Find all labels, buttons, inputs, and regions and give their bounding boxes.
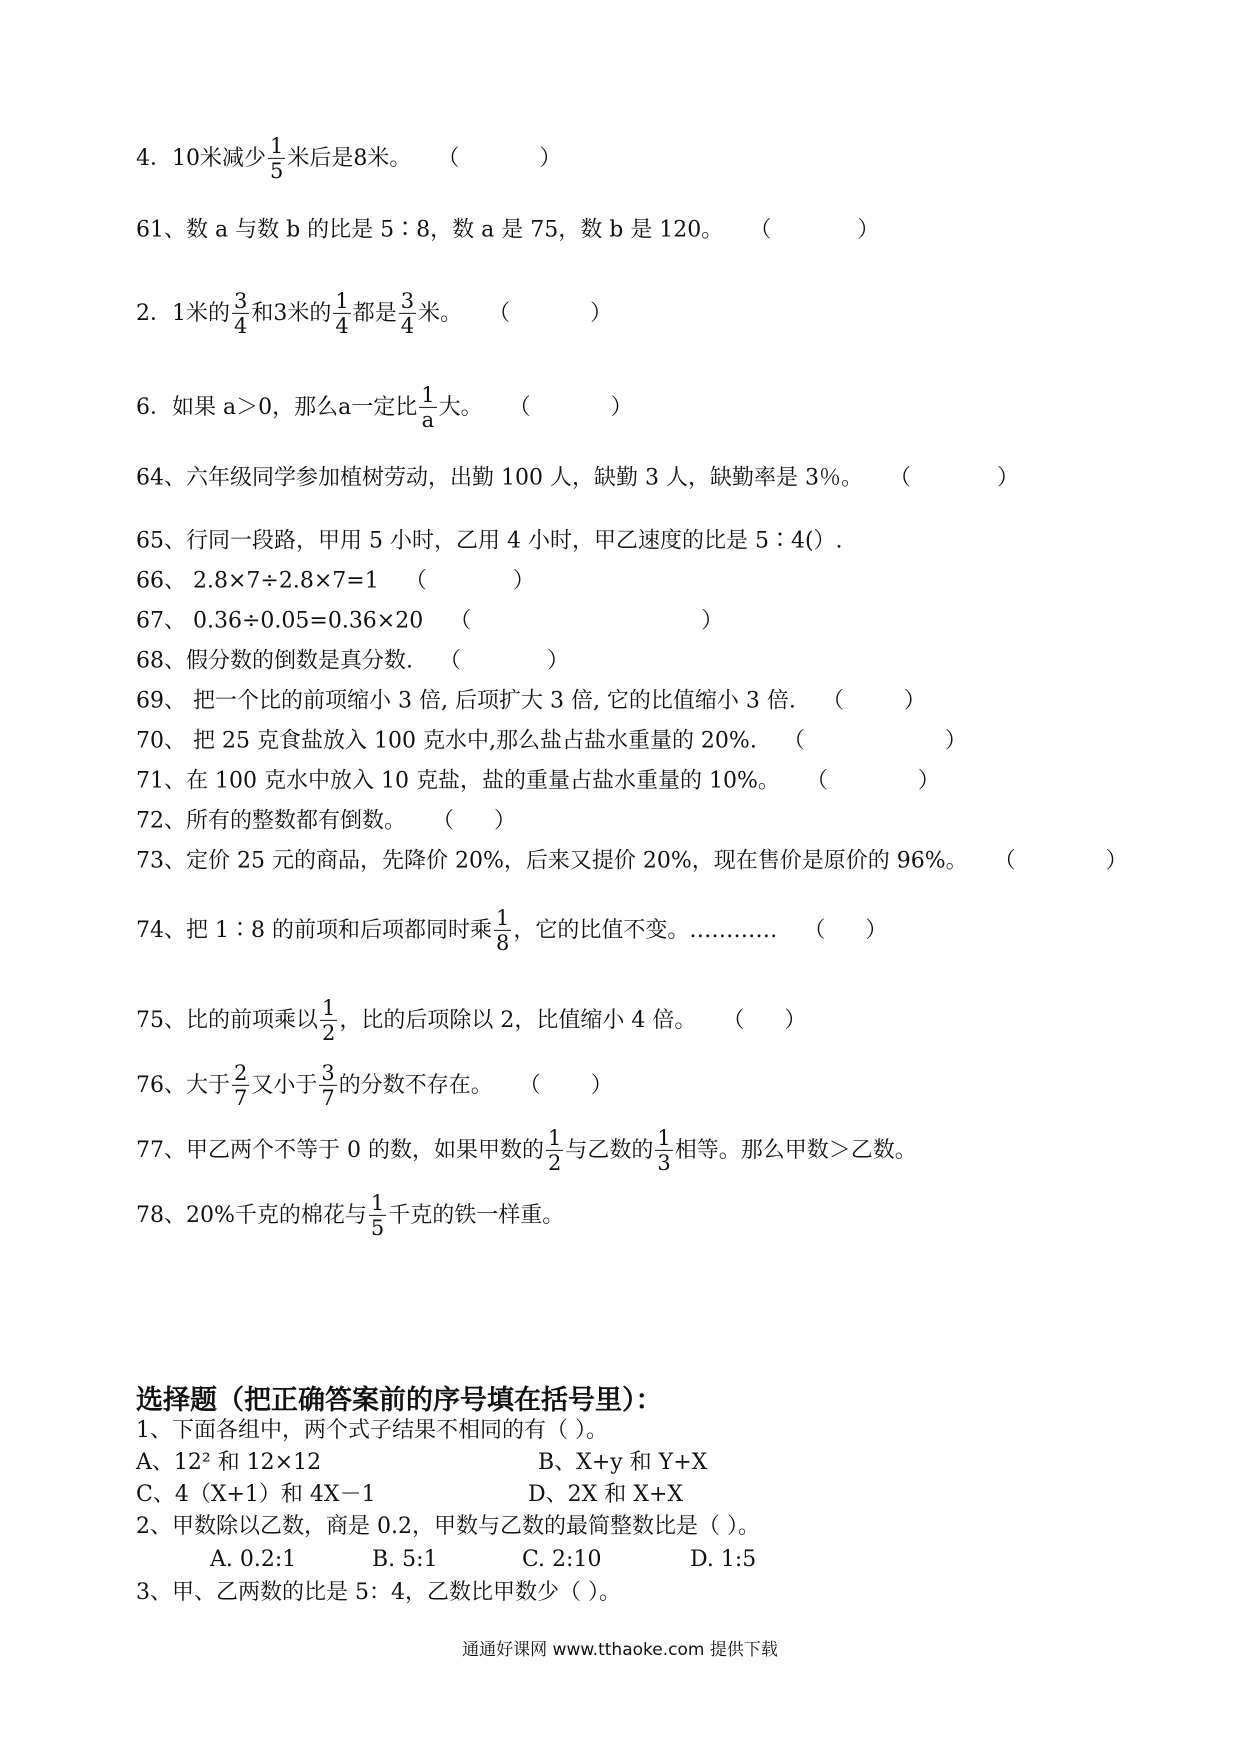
fraction	[320, 997, 337, 1044]
item-text: 65、行同一段路，甲用 5 小时，乙用 4 小时，甲乙速度的比是 5∶4(	[136, 528, 814, 554]
item-text: 又小于	[251, 1072, 318, 1098]
fraction	[232, 290, 249, 337]
judgement-item	[136, 384, 633, 431]
item-text: 的分数不存在。	[338, 1072, 493, 1098]
fraction	[655, 1127, 672, 1174]
item-text: 74、把 1∶8 的前项和后项都同时乘	[136, 917, 492, 943]
fraction	[419, 384, 436, 431]
answer-blank[interactable]: （ ）	[805, 768, 940, 794]
item-text: 71、在 100 克水中放入 10 克盐，盐的重量占盐水重量的 10%。	[136, 768, 780, 794]
item-text: 78、20%千克的棉花与	[136, 1202, 367, 1228]
judgement-item	[136, 610, 723, 632]
judgement-item	[136, 850, 1128, 872]
judgement-item	[136, 570, 535, 592]
fraction	[268, 135, 285, 182]
judgement-item	[136, 690, 926, 712]
fraction-denominator: a	[421, 407, 435, 432]
fraction	[369, 1192, 386, 1239]
judgement-item	[136, 770, 940, 792]
judgement-item	[136, 1127, 917, 1174]
fraction	[232, 1062, 249, 1109]
item-text: ）.	[813, 528, 843, 554]
item-text: 72、所有的整数都有倒数。	[136, 808, 406, 834]
fraction	[494, 907, 511, 954]
answer-blank[interactable]: （ ）	[518, 1072, 613, 1098]
fraction-numerator: 1	[547, 1125, 562, 1150]
judgement-item	[136, 907, 887, 954]
choice-1-option-a: A、12² 和 12×12	[136, 1450, 322, 1475]
item-text: 和3米的	[251, 300, 332, 326]
fraction	[319, 1062, 336, 1109]
judgement-item	[136, 135, 561, 182]
answer-blank[interactable]: （ ）	[782, 728, 967, 754]
item-text: 68、假分数的倒数是真分数.	[136, 648, 413, 674]
item-text: 都是	[352, 300, 397, 326]
choice-question-2: 2、甲数除以乙数，商是 0.2，甲数与乙数的最简整数比是（ ）。	[136, 1514, 760, 1539]
item-text: 76、大于	[136, 1072, 230, 1098]
item-text: 米。	[418, 300, 463, 326]
item-text: 2．1米的	[136, 300, 230, 326]
item-text: 61、数 a 与数 b 的比是 5∶8，数 a 是 75，数 b 是 120。	[136, 217, 724, 243]
fraction-numerator: 1	[421, 382, 435, 407]
fraction-denominator: 7	[234, 1085, 248, 1110]
fraction	[333, 290, 350, 337]
answer-blank[interactable]: （ ）	[803, 917, 888, 943]
item-text: 66、 2.8×7÷2.8×7=1	[136, 568, 379, 594]
judgement-item	[136, 467, 1019, 489]
fraction-numerator: 1	[657, 1125, 671, 1150]
answer-blank[interactable]: （ ）	[432, 808, 517, 834]
choice-2-option-c: C. 2:10	[522, 1547, 602, 1572]
choice-2-option-d: D. 1:5	[690, 1547, 757, 1572]
choice-1-option-d: D、2X 和 X+X	[528, 1482, 684, 1507]
answer-blank[interactable]: （ ）	[749, 217, 880, 243]
footer-credit: 通通好课网 www.tthaoke.com 提供下载	[462, 1640, 778, 1660]
item-text: ，它的比值不变。…………	[513, 917, 778, 943]
item-text: 73、定价 25 元的商品，先降价 20%，后来又提价 20%，现在售价是原价的 96%。	[136, 848, 968, 874]
fraction-denominator: 3	[657, 1150, 671, 1175]
fraction-denominator: 2	[547, 1150, 562, 1175]
item-text: 千克的铁一样重。	[388, 1202, 565, 1228]
answer-blank[interactable]: （ ）	[722, 1007, 807, 1033]
judgement-item	[136, 1062, 613, 1109]
item-text: 大。	[438, 394, 483, 420]
judgement-item	[136, 1192, 564, 1239]
answer-blank[interactable]: （ ）	[404, 568, 535, 594]
fraction-numerator: 2	[234, 1060, 248, 1085]
choice-1-option-c: C、4（X+1）和 4X－1	[136, 1482, 376, 1507]
fraction-denominator: 4	[234, 313, 248, 338]
choice-question-3: 3、甲、乙两数的比是 5：4，乙数比甲数少（ ）。	[136, 1580, 621, 1605]
fraction-denominator: 2	[322, 1020, 336, 1045]
fraction-denominator: 4	[400, 313, 415, 338]
answer-blank[interactable]: （ ）	[993, 848, 1128, 874]
item-text: 64、六年级同学参加植树劳动，出勤 100 人，缺勤 3 人，缺勤率是 3％。	[136, 465, 863, 491]
answer-blank[interactable]: （ ）	[508, 394, 633, 420]
fraction-numerator: 3	[321, 1060, 335, 1085]
judgement-item	[136, 810, 516, 832]
fraction-numerator: 1	[322, 995, 336, 1020]
fraction	[546, 1127, 563, 1174]
item-text: 4．10米减少	[136, 145, 266, 171]
answer-blank[interactable]: （ ）	[821, 688, 926, 714]
item-text: 70、 把 25 克食盐放入 100 克水中,那么盐占盐水重量的 20%.	[136, 728, 757, 754]
fraction-denominator: 4	[335, 313, 349, 338]
judgement-item	[136, 290, 612, 337]
fraction-denominator: 7	[321, 1085, 335, 1110]
item-text: 相等。那么甲数＞乙数。	[674, 1137, 917, 1163]
fraction-numerator: 1	[270, 133, 284, 158]
fraction-numerator: 1	[495, 905, 510, 930]
fraction-denominator: 8	[495, 930, 510, 955]
fraction-numerator: 3	[234, 288, 248, 313]
item-text: 77、甲乙两个不等于 0 的数，如果甲数的	[136, 1137, 544, 1163]
item-text: ，比的后项除以 2，比值缩小 4 倍。	[339, 1007, 697, 1033]
answer-blank[interactable]: （ ）	[437, 145, 562, 171]
judgement-item	[136, 530, 843, 552]
answer-blank[interactable]: （ ）	[449, 608, 724, 634]
answer-blank[interactable]: （ ）	[488, 300, 613, 326]
choice-question-1: 1、下面各组中，两个式子结果不相同的有（ ）。	[136, 1418, 608, 1443]
fraction-numerator: 3	[400, 288, 415, 313]
fraction-numerator: 1	[335, 288, 349, 313]
item-text: 6．如果 a＞0，那么a一定比	[136, 394, 418, 420]
item-text: 米后是8米。	[287, 145, 412, 171]
fraction-denominator: 5	[270, 158, 284, 183]
fraction-numerator: 1	[370, 1190, 385, 1215]
answer-blank[interactable]: （ ）	[439, 648, 570, 674]
answer-blank[interactable]: （ ）	[888, 465, 1019, 491]
choice-heading: 选择题（把正确答案前的序号填在括号里）：	[136, 1385, 663, 1416]
item-text: 与乙数的	[565, 1137, 654, 1163]
choice-2-option-a: A. 0.2:1	[210, 1547, 297, 1572]
judgement-item	[136, 650, 569, 672]
item-text: 67、 0.36÷0.05=0.36×20	[136, 608, 424, 634]
fraction	[399, 290, 416, 337]
choice-2-option-b: B. 5:1	[372, 1547, 438, 1572]
judgement-item	[136, 219, 879, 241]
item-text: 69、 把一个比的前项缩小 3 倍, 后项扩大 3 倍, 它的比值缩小 3 倍.	[136, 688, 796, 714]
choice-1-option-b: B、X+y 和 Y+X	[538, 1450, 708, 1475]
judgement-item	[136, 730, 967, 752]
item-text: 75、比的前项乘以	[136, 1007, 318, 1033]
judgement-item	[136, 997, 806, 1044]
fraction-denominator: 5	[370, 1215, 385, 1240]
